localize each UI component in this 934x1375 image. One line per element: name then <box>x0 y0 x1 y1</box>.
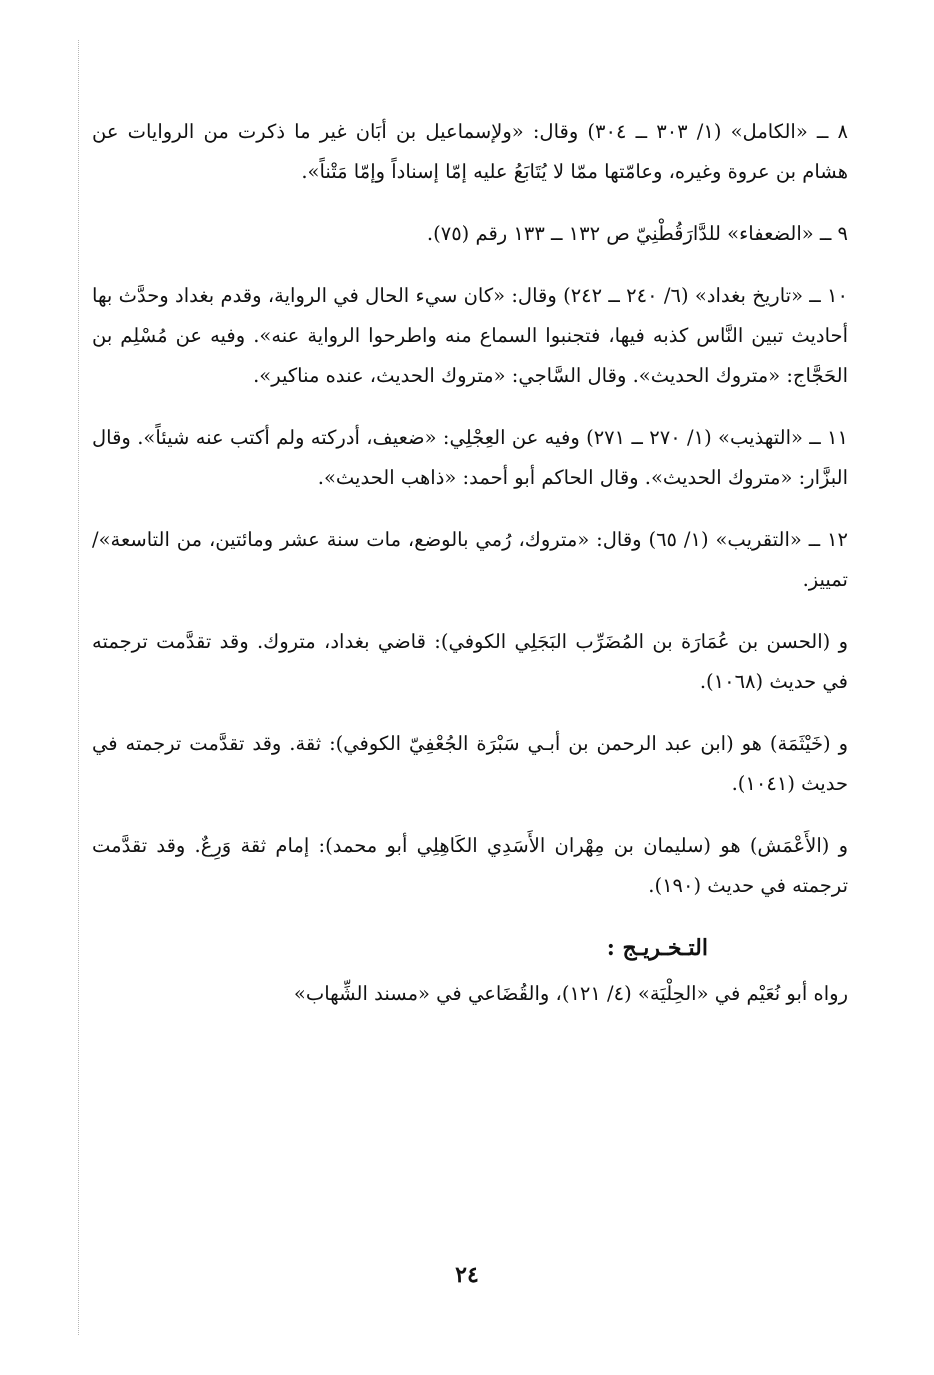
margin-rule <box>78 40 79 1335</box>
paragraph-takhrij: رواه أبو نُعَيْم في «الحِلْيَة» (٤/ ١٢١)، والقُضَاعي في «مسند الشِّهاب» <box>293 982 848 1005</box>
paragraph-9: ٩ ــ «الضعفاء» للدَّارَقُطْنِيّ ص ١٣٢ ــ ١٣٣ رقم (٧٥). <box>426 222 848 245</box>
page-number: ٢٤ <box>455 1262 479 1288</box>
paragraph-hasan: و (الحسن بن عُمَارَة بن المُضَرِّب البَجَلِي الكوفي): قاضي بغداد، متروك. وقد تقدَّمت ترجمته في حديث (١٠٦٨). <box>92 630 848 693</box>
paragraph-khaythama: و (خَيْثَمَة) هو (ابن عبد الرحمن بن أبـي سَبْرَة الجُعْفِيّ الكوفي): ثقة. وقد تقدَّمت ترجمته في حديث (١٠٤١). <box>92 732 849 795</box>
paragraph-10: ١٠ ــ «تاريخ بغداد» (٦/ ٢٤٠ ــ ٢٤٢) وقال: «كان سيء الحال في الرواية، وقدم بغداد وحدَّث بها أحاديث تبين النَّاس كذبه فيها، فتجنبوا السماع منه واطرحوا الرواية عنه». وفيه عن مُسْلِم بن الحَجَّاج: «متروك الحديث». وقال السَّاجي: «متروك الحديث، عنده مناكير». <box>92 284 848 387</box>
section-heading: التـخـريـج : <box>606 935 708 961</box>
page-body <box>92 112 848 1036</box>
paragraph-8: ٨ ــ «الكامل» (١/ ٣٠٣ ــ ٣٠٤) وقال: «ولإسماعيل بن أبَان غير ما ذكرت من الروايات عن هشام بن عروة وغيره، وعامّتها ممّا لا يُتَابَعُ عليه إمّا إسناداً وإمّا مَتْناً». <box>92 120 848 183</box>
paragraph-amash: و (الأَعْمَش) هو (سليمان بن مِهْران الأَسَدِي الكَاهِلِي أبو محمد): إمام ثقة وَرِعٌ. وقد تقدَّمت ترجمته في حديث (١٩٠). <box>92 834 848 897</box>
paragraph-12: ١٢ ــ «التقريب» (١/ ٦٥) وقال: «متروك، رُمي بالوضع، مات سنة عشر ومائتين، من التاسعة»/ تمييز. <box>92 528 848 591</box>
paragraph-11: ١١ ــ «التهذيب» (١/ ٢٧٠ ــ ٢٧١) وفيه عن العِجْلِي: «ضعيف، أدركته ولم أكتب عنه شيئاً». وقال البزَّار: «متروك الحديث». وقال الحاكم أبو أحمد: «ذاهب الحديث». <box>92 426 848 489</box>
